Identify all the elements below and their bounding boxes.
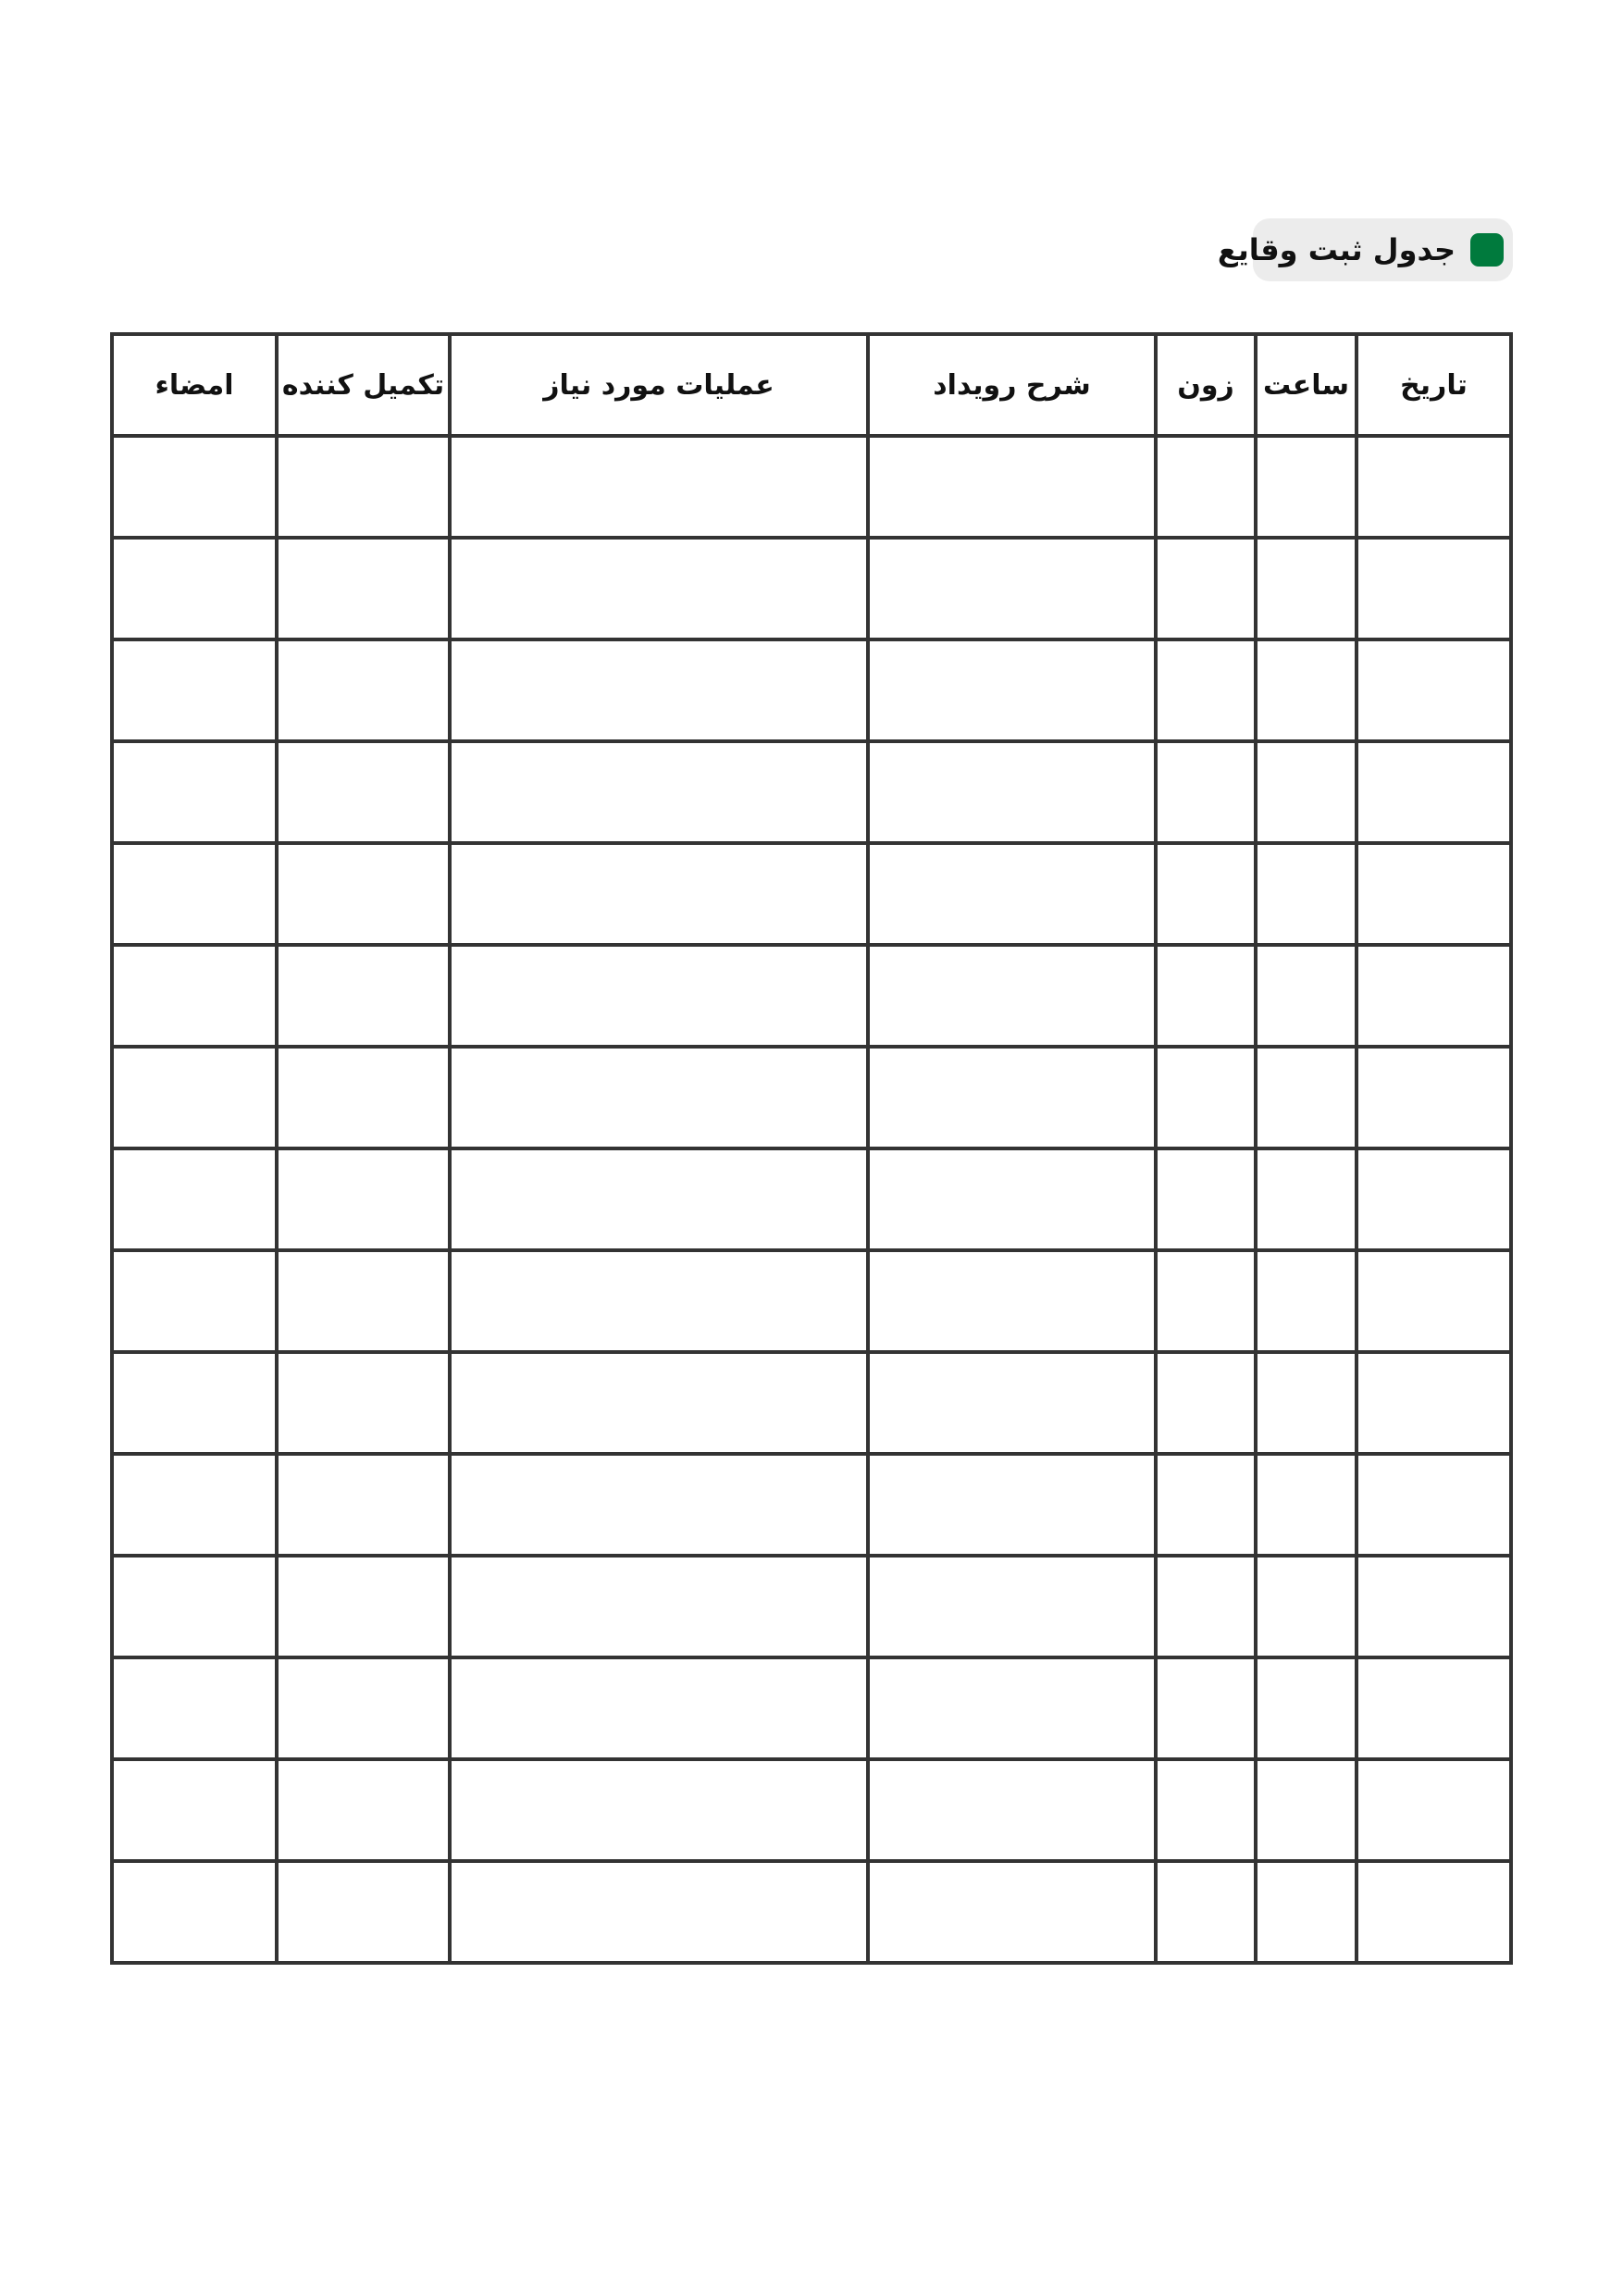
event-log-table [110, 332, 1513, 1965]
zone-cell[interactable] [1156, 1454, 1256, 1556]
zone-cell[interactable] [1156, 1047, 1256, 1148]
required-actions-cell[interactable] [450, 639, 868, 741]
completed-by-cell[interactable] [277, 1148, 450, 1250]
event-description-cell[interactable] [868, 843, 1156, 945]
signature-cell[interactable] [112, 1861, 277, 1963]
column-header-time: ساعت [1256, 334, 1357, 436]
zone-cell[interactable] [1156, 1148, 1256, 1250]
time-cell[interactable] [1256, 1556, 1357, 1657]
time-cell[interactable] [1256, 1454, 1357, 1556]
header-row [112, 334, 1511, 436]
column-header-zone: زون [1156, 334, 1256, 436]
signature-cell[interactable] [112, 1759, 277, 1861]
table-row [112, 1861, 1511, 1963]
column-header-required-actions: عملیات مورد نیاز [450, 334, 868, 436]
required-actions-cell[interactable] [450, 741, 868, 843]
required-actions-cell[interactable] [450, 945, 868, 1047]
signature-cell[interactable] [112, 639, 277, 741]
date-cell[interactable] [1357, 1148, 1511, 1250]
required-actions-cell[interactable] [450, 1657, 868, 1759]
table-row [112, 945, 1511, 1047]
event-description-cell[interactable] [868, 1047, 1156, 1148]
time-cell[interactable] [1256, 1148, 1357, 1250]
event-description-cell[interactable] [868, 436, 1156, 538]
date-cell[interactable] [1357, 1352, 1511, 1454]
zone-cell[interactable] [1156, 945, 1256, 1047]
zone-cell[interactable] [1156, 436, 1256, 538]
date-cell[interactable] [1357, 1556, 1511, 1657]
signature-cell[interactable] [112, 945, 277, 1047]
zone-cell[interactable] [1156, 1861, 1256, 1963]
date-cell[interactable] [1357, 639, 1511, 741]
time-cell[interactable] [1256, 741, 1357, 843]
table-row [112, 843, 1511, 945]
title-bullet-icon [1470, 233, 1504, 267]
signature-cell[interactable] [112, 843, 277, 945]
table-row [112, 1556, 1511, 1657]
table-row [112, 1657, 1511, 1759]
zone-cell[interactable] [1156, 1352, 1256, 1454]
time-cell[interactable] [1256, 843, 1357, 945]
time-cell[interactable] [1256, 436, 1357, 538]
required-actions-cell[interactable] [450, 1759, 868, 1861]
time-cell[interactable] [1256, 639, 1357, 741]
date-cell[interactable] [1357, 1047, 1511, 1148]
time-cell[interactable] [1256, 1861, 1357, 1963]
signature-cell[interactable] [112, 1657, 277, 1759]
date-cell[interactable] [1357, 436, 1511, 538]
table-row [112, 1759, 1511, 1861]
time-cell[interactable] [1256, 1352, 1357, 1454]
required-actions-cell[interactable] [450, 1861, 868, 1963]
event-description-cell[interactable] [868, 639, 1156, 741]
required-actions-cell[interactable] [450, 1352, 868, 1454]
signature-cell[interactable] [112, 1454, 277, 1556]
table-row [112, 1148, 1511, 1250]
completed-by-cell[interactable] [277, 639, 450, 741]
date-cell[interactable] [1357, 1454, 1511, 1556]
completed-by-cell[interactable] [277, 1759, 450, 1861]
date-cell[interactable] [1357, 538, 1511, 639]
signature-cell[interactable] [112, 1352, 277, 1454]
zone-cell[interactable] [1156, 741, 1256, 843]
column-header-date: تاریخ [1357, 334, 1511, 436]
zone-cell[interactable] [1156, 1556, 1256, 1657]
completed-by-cell[interactable] [277, 1454, 450, 1556]
table-row [112, 741, 1511, 843]
time-cell[interactable] [1256, 1047, 1357, 1148]
time-cell[interactable] [1256, 1657, 1357, 1759]
completed-by-cell[interactable] [277, 436, 450, 538]
event-description-cell[interactable] [868, 945, 1156, 1047]
title-text: جدول ثبت وقایع [1217, 232, 1456, 267]
signature-cell[interactable] [112, 1250, 277, 1352]
signature-cell[interactable] [112, 741, 277, 843]
column-header-completed-by: تکمیل کننده [277, 334, 450, 436]
time-cell[interactable] [1256, 1759, 1357, 1861]
completed-by-cell[interactable] [277, 741, 450, 843]
required-actions-cell[interactable] [450, 1454, 868, 1556]
required-actions-cell[interactable] [450, 538, 868, 639]
event-description-cell[interactable] [868, 1657, 1156, 1759]
table-row [112, 436, 1511, 538]
date-cell[interactable] [1357, 1250, 1511, 1352]
event-description-cell[interactable] [868, 1352, 1156, 1454]
event-description-cell[interactable] [868, 1759, 1156, 1861]
completed-by-cell[interactable] [277, 538, 450, 639]
required-actions-cell[interactable] [450, 1047, 868, 1148]
zone-cell[interactable] [1156, 538, 1256, 639]
required-actions-cell[interactable] [450, 1148, 868, 1250]
signature-cell[interactable] [112, 436, 277, 538]
completed-by-cell[interactable] [277, 1657, 450, 1759]
required-actions-cell[interactable] [450, 843, 868, 945]
required-actions-cell[interactable] [450, 436, 868, 538]
completed-by-cell[interactable] [277, 1556, 450, 1657]
date-cell[interactable] [1357, 1657, 1511, 1759]
event-description-cell[interactable] [868, 1148, 1156, 1250]
completed-by-cell[interactable] [277, 1861, 450, 1963]
date-cell[interactable] [1357, 945, 1511, 1047]
zone-cell[interactable] [1156, 1759, 1256, 1861]
event-description-cell[interactable] [868, 1454, 1156, 1556]
time-cell[interactable] [1256, 538, 1357, 639]
signature-cell[interactable] [112, 1148, 277, 1250]
signature-cell[interactable] [112, 1556, 277, 1657]
event-description-cell[interactable] [868, 1250, 1156, 1352]
date-cell[interactable] [1357, 1759, 1511, 1861]
completed-by-cell[interactable] [277, 1352, 450, 1454]
required-actions-cell[interactable] [450, 1250, 868, 1352]
event-description-cell[interactable] [868, 741, 1156, 843]
date-cell[interactable] [1357, 1861, 1511, 1963]
date-cell[interactable] [1357, 741, 1511, 843]
zone-cell[interactable] [1156, 639, 1256, 741]
completed-by-cell[interactable] [277, 945, 450, 1047]
column-header-event-description: شرح رویداد [868, 334, 1156, 436]
column-header-signature: امضاء [112, 334, 277, 436]
event-description-cell[interactable] [868, 538, 1156, 639]
table-row [112, 1454, 1511, 1556]
completed-by-cell[interactable] [277, 1047, 450, 1148]
event-description-cell[interactable] [868, 1861, 1156, 1963]
zone-cell[interactable] [1156, 1657, 1256, 1759]
table-row [112, 639, 1511, 741]
completed-by-cell[interactable] [277, 843, 450, 945]
table-row [112, 1047, 1511, 1148]
table-row [112, 1352, 1511, 1454]
table-row [112, 1250, 1511, 1352]
zone-cell[interactable] [1156, 1250, 1256, 1352]
zone-cell[interactable] [1156, 843, 1256, 945]
signature-cell[interactable] [112, 1047, 277, 1148]
required-actions-cell[interactable] [450, 1556, 868, 1657]
date-cell[interactable] [1357, 843, 1511, 945]
signature-cell[interactable] [112, 538, 277, 639]
completed-by-cell[interactable] [277, 1250, 450, 1352]
event-description-cell[interactable] [868, 1556, 1156, 1657]
document-title [1217, 218, 1513, 281]
table-row [112, 538, 1511, 639]
time-cell[interactable] [1256, 945, 1357, 1047]
time-cell[interactable] [1256, 1250, 1357, 1352]
